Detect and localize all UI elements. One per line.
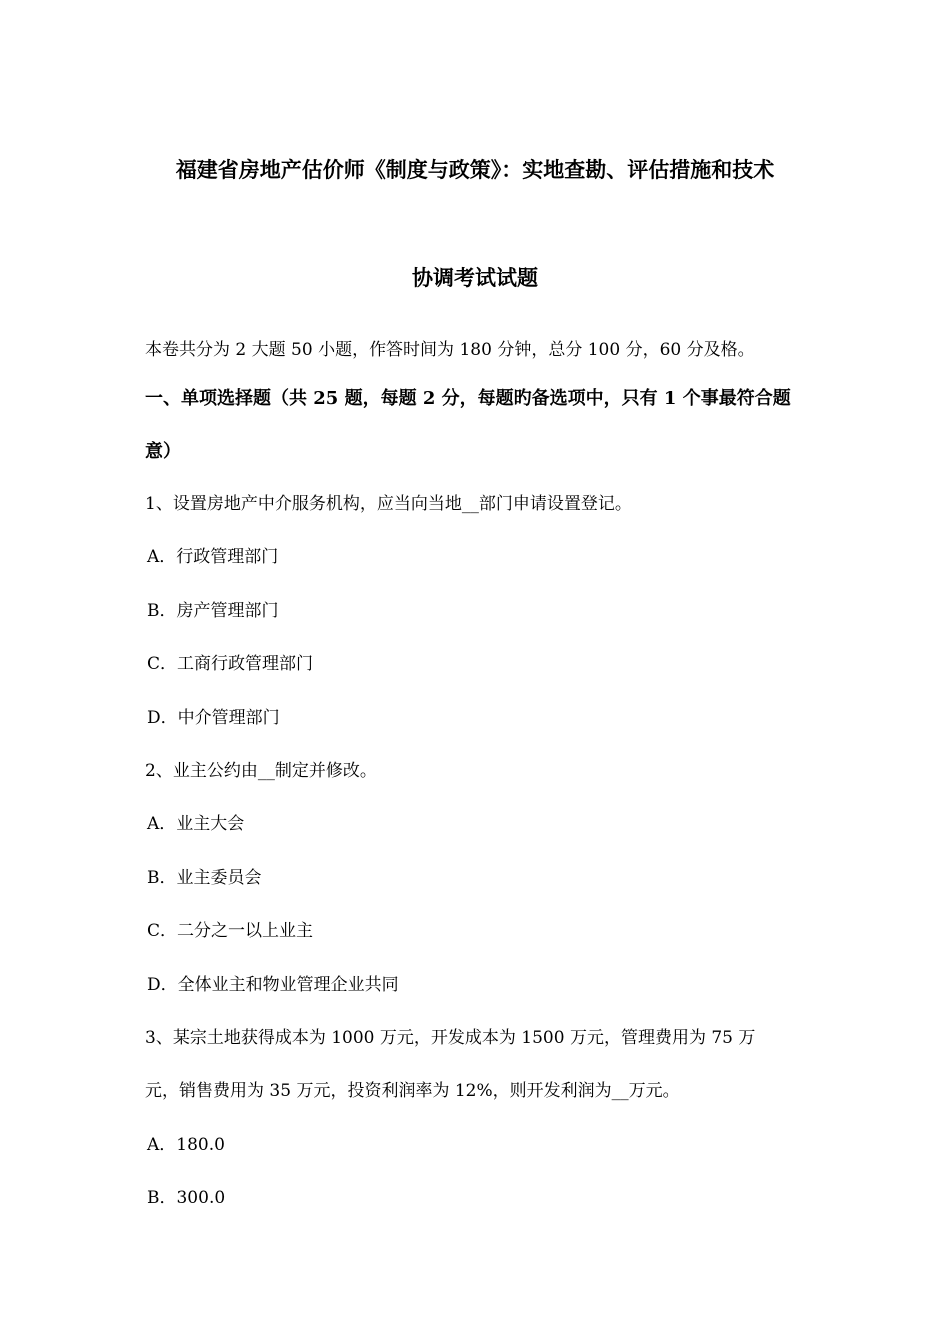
- question-3-option-b: B．300.0: [147, 1188, 226, 1208]
- question-1-option-c: C．工商行政管理部门: [147, 654, 314, 674]
- exam-intro: 本卷共分为 2 大题 50 小题，作答时间为 180 分钟，总分 100 分，60 分及格。: [145, 340, 755, 360]
- question-1-stem: 1、设置房地产中介服务机构，应当向当地__部门申请设置登记。: [145, 494, 632, 514]
- question-3-option-a: A．180.0: [147, 1135, 225, 1155]
- document-title-line-1: 福建省房地产估价师《制度与政策》：实地查勘、评估措施和技术: [175, 157, 775, 182]
- document-title-line-2: 协调考试试题: [412, 265, 538, 290]
- question-2-option-a: A．业主大会: [147, 814, 245, 834]
- question-2-option-b: B．业主委员会: [147, 868, 262, 888]
- question-1-option-b: B．房产管理部门: [147, 601, 279, 621]
- question-1-option-a: A．行政管理部门: [147, 547, 279, 567]
- section-heading-line-1: 一、单项选择题（共 25 题，每题 2 分，每题旳备选项中，只有 1 个事最符合题: [145, 388, 791, 409]
- section-heading-line-2: 意）: [145, 441, 181, 462]
- question-3-stem-line-1: 3、某宗土地获得成本为 1000 万元，开发成本为 1500 万元，管理费用为 75 万: [145, 1028, 756, 1048]
- question-1-option-d: D．中介管理部门: [147, 708, 280, 728]
- question-2-option-d: D．全体业主和物业管理企业共同: [147, 975, 399, 995]
- question-2-stem: 2、业主公约由__制定并修改。: [145, 761, 377, 781]
- question-3-stem-line-2: 元，销售费用为 35 万元，投资利润率为 12%，则开发利润为__万元。: [145, 1081, 680, 1101]
- question-2-option-c: C．二分之一以上业主: [147, 921, 314, 941]
